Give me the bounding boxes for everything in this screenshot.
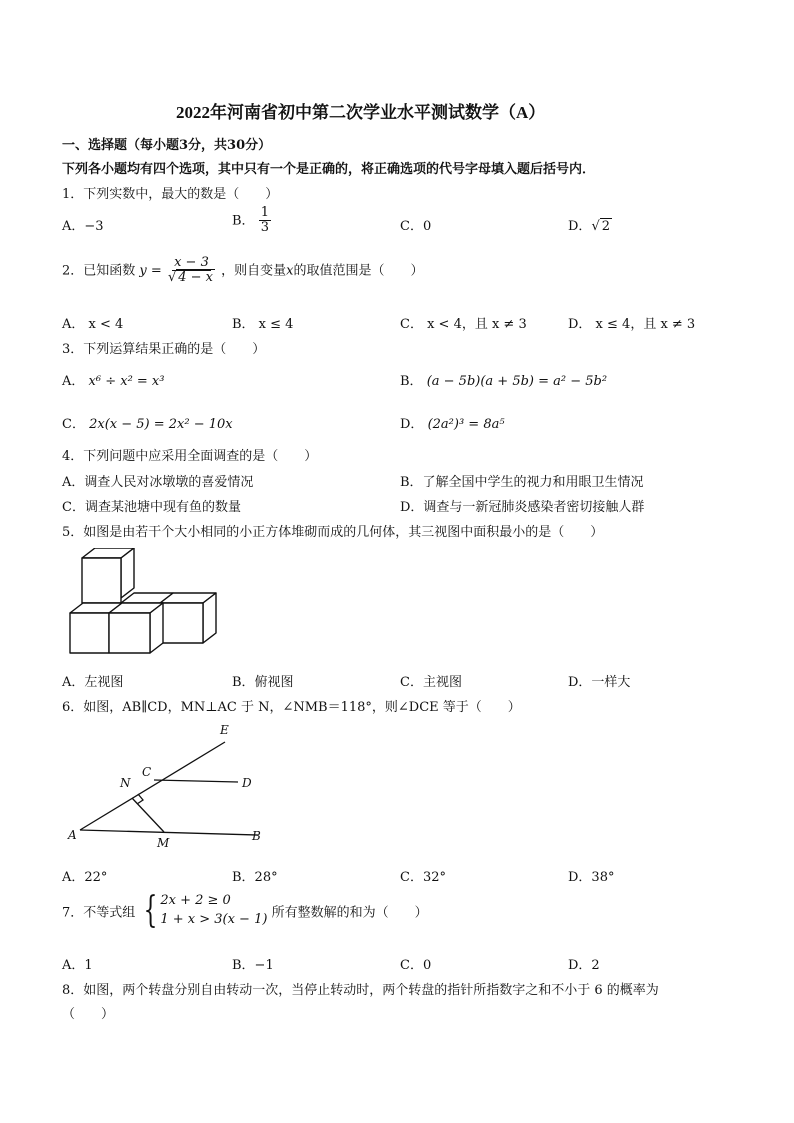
q5-option-b: B．俯视图: [232, 675, 294, 690]
q7-option-c: C．0: [400, 958, 432, 973]
q1-option-b-label: B．: [232, 213, 255, 229]
cube-front-face: [82, 558, 121, 603]
q1-option-d: D．√ 2: [568, 219, 611, 234]
q1-option-d-label: D．: [568, 219, 592, 234]
q8-stem: 8．如图，两个转盘分别自由转动一次，当停止转动时，两个转盘的指针所指数字之和不小于 6 的概率为: [62, 983, 659, 998]
q4-option-c: C．调查某池塘中现有鱼的数量: [62, 500, 241, 515]
cube-front-face: [109, 613, 150, 653]
q2-stem-post: ，则自变量: [221, 263, 287, 279]
q6-option-d: D．38°: [568, 870, 615, 885]
fraction-denominator: √ 4 − x: [167, 270, 213, 286]
point-label-N: N: [120, 776, 131, 790]
q2-stem-post2: 的取值范围是（ ）: [293, 263, 424, 279]
point-label-B: B: [252, 829, 261, 843]
point-label-A: A: [68, 828, 77, 842]
section-instruction: 下列各小题均有四个选项，其中只有一个是正确的，将正确选项的代号字母填入题后括号内．: [62, 162, 596, 177]
sqrt-radicand: 4 − x: [178, 270, 213, 286]
q7-stem: [62, 889, 428, 931]
q6-option-b: B．28°: [232, 870, 278, 885]
q1-option-c: C．0: [400, 219, 432, 234]
point-label-D: D: [242, 776, 252, 790]
q2-option-d: D． x ≤ 4，且 x ≠ 3: [568, 317, 696, 332]
line-CD: [154, 780, 238, 782]
q2-function-fraction: [166, 256, 217, 286]
left-brace: {: [144, 889, 158, 931]
q7-option-b: B．−1: [232, 958, 274, 973]
line-AB: [80, 830, 258, 835]
q4-option-a: A．调查人民对冰墩墩的喜爱情况: [62, 475, 254, 490]
cube-front-face: [70, 613, 109, 653]
q3-option-c: [62, 413, 233, 432]
q2-stem-pre: 2．已知函数: [62, 263, 136, 279]
fraction-numerator: 1: [260, 205, 269, 220]
fraction-denominator: 3: [260, 220, 269, 236]
q2-option-c: C． x < 4，且 x ≠ 3: [400, 317, 527, 332]
q3-option-d: [400, 413, 505, 432]
q3-option-c-label: C．: [62, 417, 85, 432]
q8-answer-paren: （ ）: [62, 1007, 115, 1022]
q7-stem-pre: 7．不等式组: [62, 905, 136, 921]
q3-option-d-expr: (2a²)³ = 8a⁵: [427, 417, 505, 432]
page-title: 2022年河南省初中第二次学业水平测试数学（A）: [176, 103, 546, 122]
q3-option-c-expr: 2x(x − 5) = 2x² − 10x: [89, 417, 233, 432]
q5-cube-figure: [64, 548, 224, 658]
q1-option-b: [232, 206, 271, 236]
q3-option-b-label: B．: [400, 374, 423, 389]
q4-option-d: D．调查与一新冠肺炎感染者密切接触人群: [400, 500, 645, 515]
inequality-line-2: 1 + x > 3(x − 1): [160, 911, 268, 927]
q2-stem: [62, 256, 424, 286]
q3-option-a-expr: x⁶ ÷ x² = x³: [88, 374, 165, 389]
q3-option-a-label: A．: [62, 374, 85, 389]
line-MN: [132, 798, 164, 832]
q2-variable: x: [286, 263, 294, 279]
q2-option-a: A． x < 4: [62, 317, 124, 332]
cube-front-face: [160, 603, 203, 643]
q5-option-c: C．主视图: [400, 675, 462, 690]
point-label-M: M: [157, 836, 170, 850]
q7-option-d: D．2: [568, 958, 600, 973]
point-label-E: E: [220, 723, 229, 737]
q7-option-a: A．1: [62, 958, 93, 973]
q6-geometry-figure: [62, 718, 282, 853]
q2-option-b: B． x ≤ 4: [232, 317, 294, 332]
q3-option-b: [400, 370, 607, 389]
inequality-lines: [160, 892, 267, 930]
q6-stem: 6．如图，AB∥CD，MN⊥AC 于 N，∠NMB＝118°，则∠DCE 等于（ ）: [62, 700, 521, 715]
q5-option-a: A．左视图: [62, 675, 124, 690]
section-heading: 一、选择题（每小题3分，共30分）: [62, 138, 272, 153]
inequality-system: [139, 889, 268, 931]
q1-option-a: A．−3: [62, 219, 104, 234]
q5-stem: 5．如图是由若干个大小相同的小正方体堆砌而成的几何体，其三视图中面积最小的是（ ）: [62, 525, 604, 540]
q6-option-a: A．22°: [62, 870, 108, 885]
q7-stem-post: 所有整数解的和为（ ）: [271, 905, 428, 921]
q1-stem: 1．下列实数中，最大的数是（ ）: [62, 187, 279, 202]
q4-option-b: B．了解全国中学生的视力和用眼卫生情况: [400, 475, 644, 490]
sqrt-radicand: 2: [601, 219, 611, 234]
q2-y-eq: y =: [139, 263, 162, 279]
q3-option-a: [62, 370, 164, 389]
inequality-line-1: 2x + 2 ≥ 0: [160, 893, 231, 908]
line-AE: [80, 742, 225, 830]
q3-option-d-label: D．: [400, 417, 424, 432]
q6-option-c: C．32°: [400, 870, 446, 885]
q1-option-b-fraction: [259, 206, 271, 236]
q3-option-b-expr: (a − 5b)(a + 5b) = a² − 5b²: [426, 374, 608, 389]
point-label-C: C: [142, 765, 152, 779]
q5-option-d: D．一样大: [568, 675, 631, 690]
fraction-numerator: x − 3: [174, 255, 209, 270]
q4-stem: 4．下列问题中应采用全面调查的是（ ）: [62, 449, 318, 464]
q3-stem: 3．下列运算结果正确的是（ ）: [62, 342, 266, 357]
